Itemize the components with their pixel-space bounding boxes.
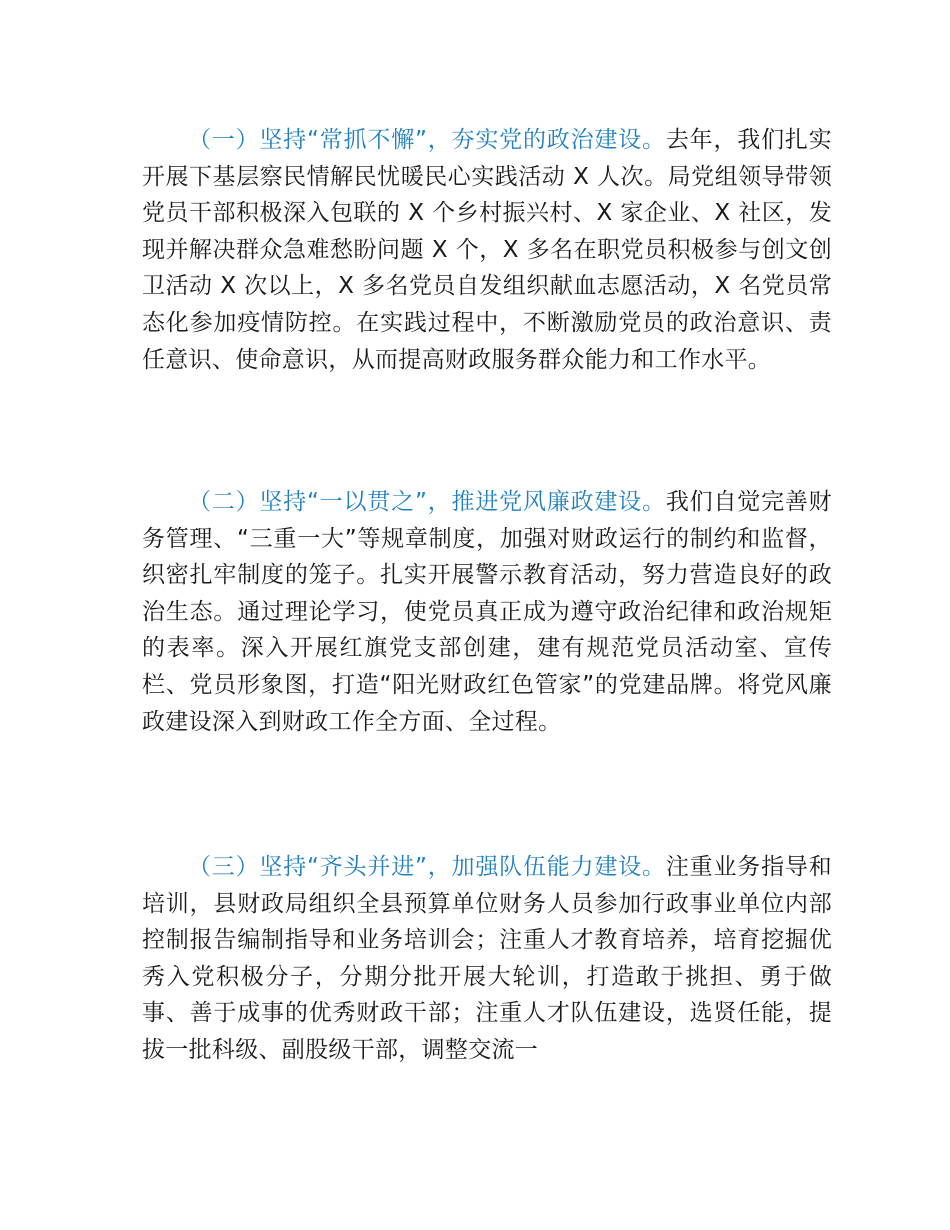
paragraph-1-heading: （一）坚持“常抓不懈”，夯实党的政治建设。: [188, 127, 666, 153]
paragraph-2-heading: （二）坚持“一以贯之”，推进党风廉政建设。: [188, 489, 666, 515]
paragraph-1-body: 去年，我们扎实开展下基层察民情解民忧暖民心实践活动 X 人次。局党组领导带领党员干部积极深入包联的 X 个乡村振兴村、X 家企业、X 社区，发现并解决群众急难愁盼问题 X 个，X 多名在职党员积极参与创文创卫活动 X 次以上，X 多名党员自发组织献血志愿活动，X 名党员常态化参加疫情防控。在实践过程中，不断激励党员的政治意识、责任意识、使命意识，从而提高财政服务群众能力和工作水平。: [142, 127, 832, 373]
paragraph-3-body: 注重业务指导和培训，县财政局组织全县预算单位财务人员参加行政事业单位内部控制报告编制指导和业务培训会；注重人才教育培养，培育挖掘优秀入党积极分子，分期分批开展大轮训，打造敢于挑担、勇于做事、善于成事的优秀财政干部；注重人才队伍建设，选贤任能，提拔一批科级、副股级干部，调整交流一: [142, 854, 832, 1063]
paragraph-2-body: 我们自觉完善财务管理、“三重一大”等规章制度，加强对财政运行的制约和监督，织密扎牢制度的笼子。扎实开展警示教育活动，努力营造良好的政治生态。通过理论学习，使党员真正成为遵守政治纪律和政治规矩的表率。深入开展红旗党支部创建，建有规范党员活动室、宣传栏、党员形象图，打造“阳光财政红色管家”的党建品牌。将党风廉政建设深入到财政工作全方面、全过程。: [142, 489, 832, 735]
paragraph-3-heading: （三）坚持“齐头并进”，加强队伍能力建设。: [188, 854, 666, 880]
paragraph-3: [142, 849, 832, 1069]
paragraph-1: [142, 122, 832, 378]
paragraph-2: [142, 484, 832, 740]
